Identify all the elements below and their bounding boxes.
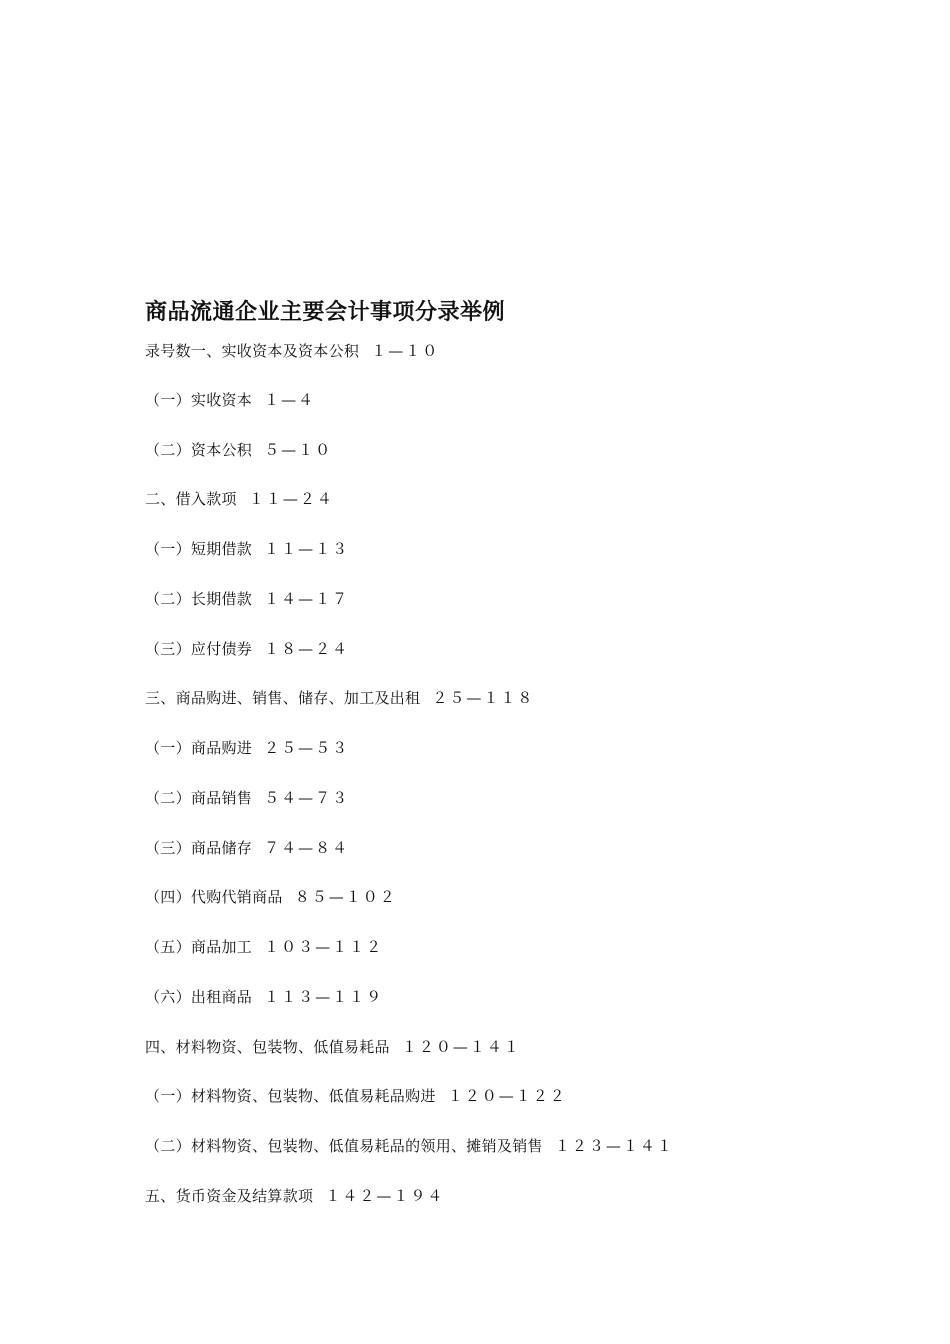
toc-line-text: （一）材料物资、包装物、低值易耗品购进 (145, 1087, 436, 1105)
toc-line (145, 1085, 567, 1107)
toc-line-text: （二）长期借款 (145, 590, 253, 608)
toc-line-range: ７４—８４ (264, 839, 350, 857)
toc-line (145, 787, 349, 809)
toc-line-text: 三、商品购进、销售、储存、加工及出租 (145, 689, 421, 707)
toc-line (145, 588, 349, 610)
toc-line (145, 538, 349, 560)
toc-line-text: （一）商品购进 (145, 739, 253, 757)
toc-line-text: 二、借入款项 (145, 490, 237, 508)
toc-line-range: ５—１０ (264, 441, 333, 459)
toc-line (145, 488, 334, 510)
toc-line (145, 389, 315, 411)
toc-line-range: １０３—１１２ (264, 938, 384, 956)
toc-line-range: １—４ (264, 391, 316, 409)
toc-line (145, 737, 349, 759)
toc-line-text: （三）应付债券 (145, 640, 253, 658)
toc-line-text: （六）出租商品 (145, 988, 253, 1006)
toc-line-range: ２５—５３ (264, 739, 350, 757)
toc-line (145, 1036, 521, 1058)
toc-line-text: （二）商品销售 (145, 789, 253, 807)
toc-line-range: ２５—１１８ (432, 689, 535, 707)
toc-line-text: （一）短期借款 (145, 540, 253, 558)
toc-line (145, 638, 349, 660)
toc-line-range: １８—２４ (264, 640, 350, 658)
toc-line-range: ５４—７３ (264, 789, 350, 807)
toc-line (145, 837, 349, 859)
toc-line-text: （一）实收资本 (145, 391, 253, 409)
toc-line (145, 439, 332, 461)
toc-line-text: （五）商品加工 (145, 938, 253, 956)
toc-line-range: １１—２４ (248, 490, 334, 508)
toc-line (145, 1135, 674, 1157)
toc-line-text: （二）资本公积 (145, 441, 253, 459)
toc-line-text: （四）代购代销商品 (145, 888, 283, 906)
toc-line (145, 687, 534, 709)
toc-line-range: ８５—１０２ (294, 888, 397, 906)
toc-line (145, 986, 383, 1008)
toc-line-text: （二）材料物资、包装物、低值易耗品的领用、摊销及销售 (145, 1137, 543, 1155)
toc-line (145, 1185, 444, 1207)
toc-line-text: 五、货币资金及结算款项 (145, 1187, 314, 1205)
toc-line-range: １４２—１９４ (325, 1187, 445, 1205)
toc-line (145, 936, 383, 958)
toc-line-range: １２０—１４１ (401, 1038, 521, 1056)
toc-line-range: １—１０ (371, 342, 440, 360)
toc-line-text: （三）商品储存 (145, 839, 253, 857)
toc-line-range: １１３—１１９ (264, 988, 384, 1006)
toc-line-range: １２３—１４１ (554, 1137, 674, 1155)
document-title: 商品流通企业主要会计事项分录举例 (145, 300, 506, 325)
toc-line (145, 886, 397, 908)
toc-line-range: １４—１７ (264, 590, 350, 608)
toc-line-range: １１—１３ (264, 540, 350, 558)
toc-line-range: １２０—１２２ (447, 1087, 567, 1105)
toc-line-text: 四、材料物资、包装物、低值易耗品 (145, 1038, 390, 1056)
toc-line (145, 340, 439, 362)
toc-line-text: 录号数一、实收资本及资本公积 (145, 342, 360, 360)
